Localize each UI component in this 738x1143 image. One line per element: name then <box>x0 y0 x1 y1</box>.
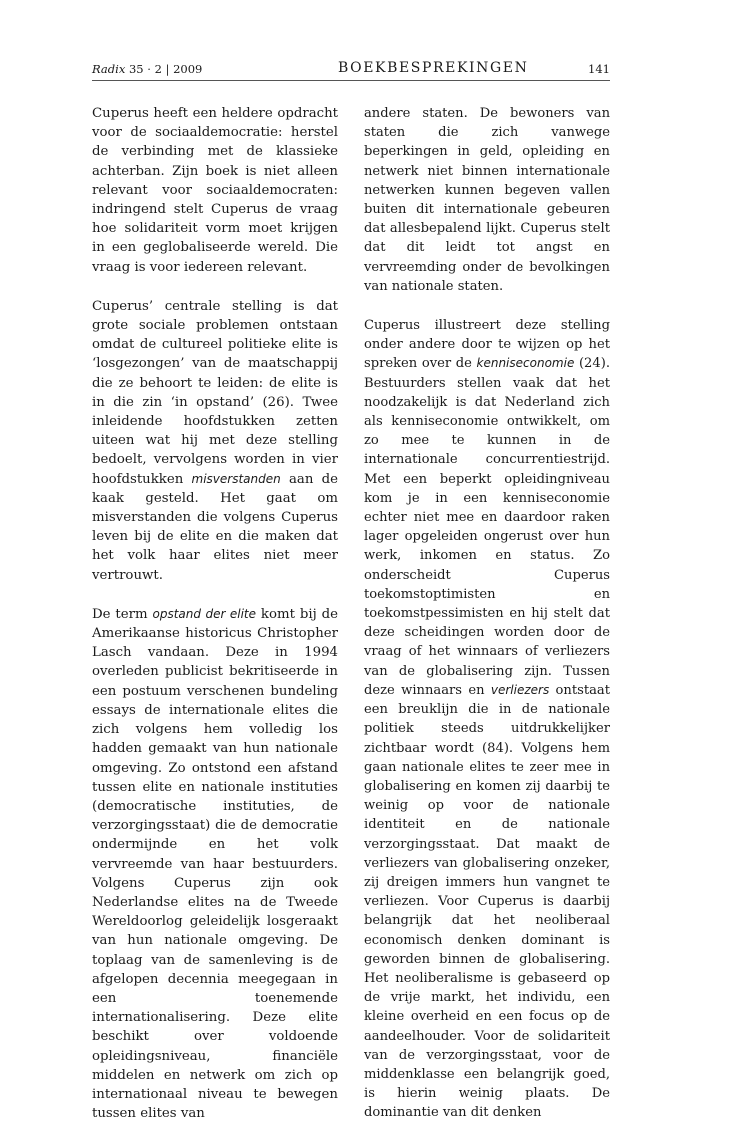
right-column <box>364 104 610 1143</box>
paragraph-5-text-a: Cuperus illustreert deze stelling onder andere door te wijzen op het spreken over de <box>364 318 610 372</box>
journal-citation <box>92 62 202 76</box>
emphasis-opstand-der-elite: opstand der elite <box>152 606 257 621</box>
paragraph-2-text-b: aan de kaak gesteld. Het gaat om misverstanden die volgens Cuperus leven bij de elite en die maken dat het volk haar elites niet meer vertrouwt. <box>92 471 338 583</box>
emphasis-misverstanden: misverstanden <box>191 471 281 486</box>
emphasis-verliezers: verliezers <box>490 682 550 697</box>
paragraph-3-text-a: De term <box>92 606 153 622</box>
paragraph-3-text-b: komt bij de Amerikaanse historicus Christopher Lasch vandaan. Deze in 1994 overleden publicist bekritiseerde in een postuum verschenen bundeling essays de internationale elites die zich volgens hem volledig los hadden gemaakt van hun nationale omgeving. Zo ontstond een afstand tussen elite en nationale instituties (democratische instituties, de verzorgingsstaat) die de democratie ondermijnde en het volk vervreemde van haar bestuurders. Volgens Cuperus zijn ook Nederlandse elites na de Tweede Wereldoorlog geleidelijk losgeraakt van hun nationale omgeving. De toplaag van de samenleving is de afgelopen decennia meegegaan in een toenemende internationalisering. Deze elite beschikt over voldoende opleidingsniveau, financiële middelen en netwerk om zich op internationaal niveau te bewegen tussen elites van <box>92 606 338 1122</box>
paragraph-5-text-b: (24). Bestuurders stellen vaak dat het noodzakelijk is dat Nederland zich als kenniseconomie ontwikkelt, om zo mee te kunnen in de internationale concurrentiestrijd. Met een beperkt opleidingniveau kom je in een kenniseconomie echter niet mee en daardoor raken lager opgeleiden ongerust over hun werk, inkomen en status. Zo onderscheidt Cuperus toekomstoptimisten en toekomstpessimisten en hij stelt dat deze scheidingen worden door de vraag of het winnaars of verliezers van de globalisering zijn. Tussen deze winnaars en <box>364 356 610 698</box>
journal-name: Radix <box>92 62 126 76</box>
paragraph-3 <box>92 605 338 1123</box>
running-header <box>92 58 610 80</box>
paragraph-5 <box>364 316 610 1123</box>
paragraph-4: andere staten. De bewoners van staten die zich vanwege beperkingen in geld, opleiding en netwerk niet binnen internationale netwerken kunnen begeven vallen buiten dit internationale gebeuren dat allesbepalend lijkt. Cuperus stelt dat dit leidt tot angst en vervreemding onder de bevolkingen van nationale staten. <box>364 106 610 294</box>
paragraph-5-text-c: ontstaat een breuklijn die in de nationale politiek steeds uitdrukkelijker zichtbaar wordt (84). Volgens hem gaan nationale elites te zeer mee in globalisering en komen zij daarbij te weinig op voor de nationale identiteit en de nationale verzorgingsstaat. Dat maakt de verliezers van globalisering onzeker, zij dreigen immers hun vangnet te verliezen. Voor Cuperus is daarbij belangrijk dat het neoliberaal economisch denken dominant is geworden binnen de globalisering. Het neoliberalisme is gebaseerd op de vrije markt, het individu, een kleine overheid en een focus op de aandeelhouder. Voor de solidariteit van de verzorgingsstaat, voor de middenklasse een belangrijk goed, is hierin weinig plaats. De dominantie van dit denken <box>364 682 610 1121</box>
section-title: BOEKBESPREKINGEN <box>338 60 529 76</box>
header-rule <box>92 80 610 81</box>
paragraph-2 <box>92 297 338 585</box>
left-column <box>92 104 338 1143</box>
issue-info: 35 · 2 | 2009 <box>125 62 203 76</box>
emphasis-kenniseconomie: kenniseconomie <box>476 356 575 371</box>
page-number: 141 <box>588 62 610 76</box>
paragraph-2-text-a: Cuperus’ centrale stelling is dat grote sociale problemen ontstaan omdat de cultureel politieke elite is ‘losgezongen’ van de maatschappij die ze behoort te leiden: de elite is in die zin ‘in opstand’ (26). Twee inleidende hoofdstukken zetten uiteen wat hij met deze stelling bedoelt, vervolgens worden in vier hoofdstukken <box>92 298 338 487</box>
paragraph-1: Cuperus heeft een heldere opdracht voor de sociaaldemocratie: herstel de verbinding met de klassieke achterban. Zijn boek is niet alleen relevant voor sociaaldemocraten: indringend stelt Cuperus de vraag hoe solidariteit vorm moet krijgen in een geglobaliseerde wereld. Die vraag is voor iedereen relevant. <box>92 106 338 275</box>
